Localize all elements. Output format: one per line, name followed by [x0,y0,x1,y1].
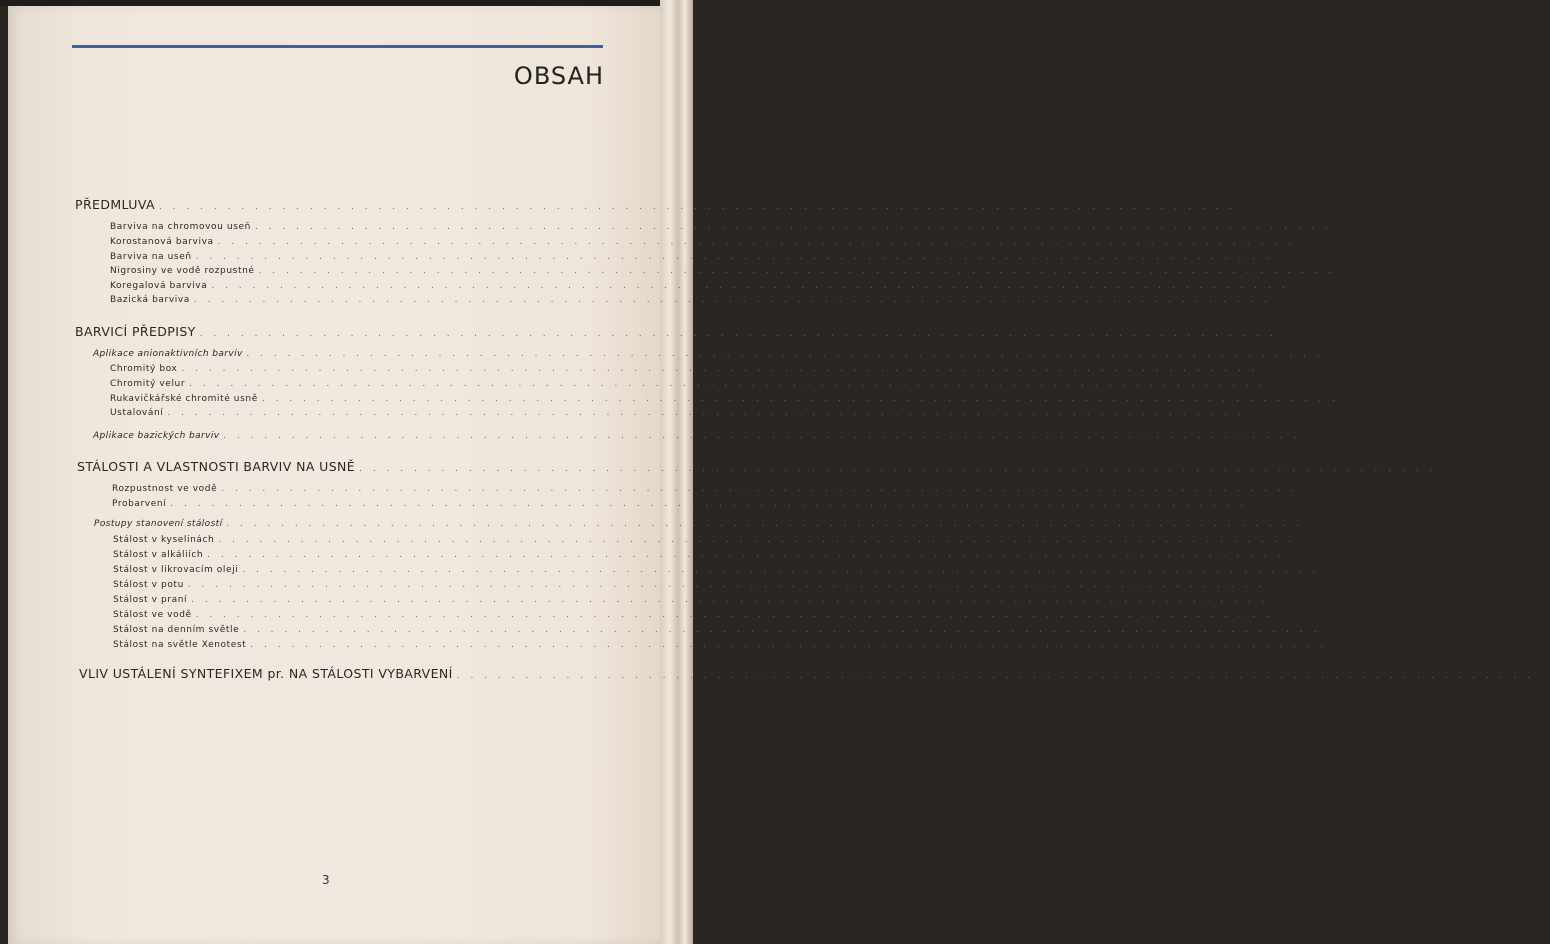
toc-section [75,197,1253,212]
toc-item [113,595,1285,605]
toc-page-number: 13 [1276,610,1290,620]
leader-dots: . . . . . . . . . . . . . . . . . . . . . . . . . . . . . . . . . . . . . . . . . . . . . . . . . . . . . . . . . . . . . . . . . . . . . . . . . . . . . . . [211,281,1289,291]
toc-page-number: 8 [1348,394,1355,404]
leader-dots: . . . . . . . . . . . . . . . . . . . . . . . . . . . . . . . . . . . . . . . . . . . . . . . . . . . . . . . . . . . . . . . . . . . . . . . . . . . . . . . [250,640,1328,650]
toc-item [110,252,1289,262]
toc-item-label: Barviva na chromovou useň [110,222,251,232]
leader-dots: . . . . . . . . . . . . . . . . . . . . . . . . . . . . . . . . . . . . . . . . . . . . . . . . . . . . . . . . . . . . . . . . . . . . . . . . . . . . . . . [207,550,1285,560]
toc-item-label: Chromitý velur [110,379,186,389]
toc-item [110,394,1355,404]
toc-page-number: 11 [1307,519,1320,529]
toc-item-label: Nigrosiny ve vodě rozpustné [110,266,255,276]
page-title: OBSAH [513,62,604,90]
toc-subgroup [94,519,1320,529]
leader-dots: . . . . . . . . . . . . . . . . . . . . . . . . . . . . . . . . . . . . . . . . . . . . . . . . . . . . . . . . . . . . . . . . . . . . . . . . . . . . . . . [359,464,1437,474]
toc-section-title: PŘEDMLUVA [75,197,155,212]
book-page [8,6,660,944]
toc-section [77,459,1453,474]
toc-item [113,610,1290,620]
toc-item [110,364,1275,374]
toc-item [113,550,1301,560]
toc-item-label: Stálost na denním světle [113,625,240,635]
toc-item [113,565,1337,575]
toc-page-number: 4 [1245,202,1253,212]
toc-item [112,499,1265,509]
toc-section [79,666,1550,681]
leader-dots: . . . . . . . . . . . . . . . . . . . . . . . . . . . . . . . . . . . . . . . . . . . . . . . . . . . . . . . . . . . . . . . . . . . . . . . . . . . . . . . [193,295,1272,305]
toc-item-label: Barviva na useň [110,252,192,262]
leader-dots: . . . . . . . . . . . . . . . . . . . . . . . . . . . . . . . . . . . . . . . . . . . . . . . . . . . . . . . . . . . . . . . . . . . . . . . . . . . . . . . [199,329,1277,339]
toc-page-number: 12 [1323,565,1337,575]
toc-item-label: Stálost v kyselinách [113,535,215,545]
toc-page-number: 13 [1331,640,1345,650]
toc-page-number: 12 [1269,580,1282,590]
toc-item-label: Rozpustnost ve vodě [112,484,218,494]
toc-item [113,535,1313,545]
toc-item [110,237,1311,247]
page-number: 3 [322,873,330,887]
toc-page-number: 10 [1440,464,1453,474]
leader-dots: . . . . . . . . . . . . . . . . . . . . . . . . . . . . . . . . . . . . . . . . . . . . . . . . . . . . . . . . . . . . . . . . . . . . . . . . . . . . . . . [226,519,1304,529]
toc-page-number: 5 [1298,281,1305,291]
toc-page-number: 5 [1282,252,1289,262]
toc-item-label: Stálost v praní [113,595,188,605]
leader-dots: . . . . . . . . . . . . . . . . . . . . . . . . . . . . . . . . . . . . . . . . . . . . . . . . . . . . . . . . . . . . . . . . . . . . . . . . . . . . . . . [167,408,1245,418]
toc-item-label: Rukavičkářské chromité usně [110,394,258,404]
toc-page-number: 6 [1280,295,1288,305]
toc-page-number: 7 [1268,364,1275,374]
leader-dots: . . . . . . . . . . . . . . . . . . . . . . . . . . . . . . . . . . . . . . . . . . . . . . . . . . . . . . . . . . . . . . . . . . . . . . . . . . . . . . . [191,595,1269,605]
toc-subgroup [93,431,1317,441]
toc-page-number: 7 [1286,329,1293,339]
leader-dots: . . . . . . . . . . . . . . . . . . . . . . . . . . . . . . . . . . . . . . . . . . . . . . . . . . . . . . . . . . . . . . . . . . . . . . . . . . . . . . . [187,580,1266,590]
toc-item [110,379,1283,389]
toc-page-number: 14 [1537,671,1550,681]
toc-item-label: Stálost v alkáliích [113,550,204,560]
toc-page-number: 7 [1333,349,1340,359]
toc-item [110,222,1349,232]
toc-subgroup [93,349,1340,359]
leader-dots: . . . . . . . . . . . . . . . . . . . . . . . . . . . . . . . . . . . . . . . . . . . . . . . . . . . . . . . . . . . . . . . . . . . . . . . . . . . . . . . [218,535,1296,545]
leader-dots: . . . . . . . . . . . . . . . . . . . . . . . . . . . . . . . . . . . . . . . . . . . . . . . . . . . . . . . . . . . . . . . . . . . . . . . . . . . . . . . [170,499,1248,509]
toc-subgroup-title: Aplikace anionaktivních barviv [93,349,243,359]
toc-item [110,281,1305,291]
toc-page-number: 10 [1302,484,1316,494]
toc-page-number: 11 [1299,535,1313,545]
toc-item-label: Stálost na světle Xenotest [113,640,247,650]
toc-page-number: 5 [1304,237,1311,247]
leader-dots: . . . . . . . . . . . . . . . . . . . . . . . . . . . . . . . . . . . . . . . . . . . . . . . . . . . . . . . . . . . . . . . . . . . . . . . . . . . . . . . [217,237,1295,247]
toc-section-title: BARVICÍ PŘEDPISY [75,324,196,339]
toc-page-number: 13 [1324,625,1338,635]
toc-page-number: 8 [1310,431,1317,441]
toc-item-label: Ustalování [110,408,164,418]
leader-dots: . . . . . . . . . . . . . . . . . . . . . . . . . . . . . . . . . . . . . . . . . . . . . . . . . . . . . . . . . . . . . . . . . . . . . . . . . . . . . . . [261,394,1339,404]
leader-dots: . . . . . . . . . . . . . . . . . . . . . . . . . . . . . . . . . . . . . . . . . . . . . . . . . . . . . . . . . . . . . . . . . . . . . . . . . . . . . . . [258,266,1336,276]
leader-dots: . . . . . . . . . . . . . . . . . . . . . . . . . . . . . . . . . . . . . . . . . . . . . . . . . . . . . . . . . . . . . . . . . . . . . . . . . . . . . . . [189,379,1267,389]
leader-dots: . . . . . . . . . . . . . . . . . . . . . . . . . . . . . . . . . . . . . . . . . . . . . . . . . . . . . . . . . . . . . . . . . . . . . . . . . . . . . . . [181,364,1259,374]
leader-dots: . . . . . . . . . . . . . . . . . . . . . . . . . . . . . . . . . . . . . . . . . . . . . . . . . . . . . . . . . . . . . . . . . . . . . . . . . . . . . . . [242,565,1320,575]
toc-section-title: VLIV USTÁLENÍ SYNTEFIXEM pr. NA STÁLOSTI VYBARVENÍ [79,666,453,681]
toc-page-number: 8 [1254,408,1261,418]
toc-item-label: Bazická barviva [110,295,190,305]
toc-item [113,640,1345,650]
leader-dots: . . . . . . . . . . . . . . . . . . . . . . . . . . . . . . . . . . . . . . . . . . . . . . . . . . . . . . . . . . . . . . . . . . . . . . . . . . . . . . . [223,431,1301,441]
toc-page-number: 11 [1288,550,1301,560]
leader-dots: . . . . . . . . . . . . . . . . . . . . . . . . . . . . . . . . . . . . . . . . . . . . . . . . . . . . . . . . . . . . . . . . . . . . . . . . . . . . . . . [195,610,1273,620]
toc-item [110,266,1352,276]
toc-item-label: Stálost v likrovacím oleji [113,565,239,575]
toc-item-label: Chromitý box [110,364,178,374]
leader-dots: . . . . . . . . . . . . . . . . . . . . . . . . . . . . . . . . . . . . . . . . . . . . . . . . . . . . . . . . . . . . . . . . . . . . . . . . . . . . . . . [254,222,1333,232]
toc-subgroup-title: Aplikace bazických barviv [93,431,220,441]
toc-page-number: 5 [1341,222,1349,232]
toc-item [110,295,1288,305]
toc-item-label: Korostanová barviva [110,237,214,247]
toc-item-label: Koregalová barviva [110,281,208,291]
toc-subgroup-title: Postupy stanovení stálostí [94,519,223,529]
header-rule [72,45,603,48]
toc-page-number: 10 [1251,499,1265,509]
toc-item [113,625,1338,635]
toc-section [75,324,1293,339]
toc-page-number: 5 [1345,266,1352,276]
leader-dots: . . . . . . . . . . . . . . . . . . . . . . . . . . . . . . . . . . . . . . . . . . . . . . . . . . . . . . . . . . . . . . . . . . . . . . . . . . . . . . . [158,202,1237,212]
toc-section-title: STÁLOSTI A VLASTNOSTI BARVIV NA USNĚ [77,459,356,474]
toc-item-label: Probarvení [112,499,167,509]
toc-page-number: 12 [1272,595,1285,605]
toc-item [112,484,1316,494]
toc-item [110,408,1261,418]
toc-item [113,580,1282,590]
leader-dots: . . . . . . . . . . . . . . . . . . . . . . . . . . . . . . . . . . . . . . . . . . . . . . . . . . . . . . . . . . . . . . . . . . . . . . . . . . . . . . . [195,252,1273,262]
leader-dots: . . . . . . . . . . . . . . . . . . . . . . . . . . . . . . . . . . . . . . . . . . . . . . . . . . . . . . . . . . . . . . . . . . . . . . . . . . . . . . . [221,484,1299,494]
leader-dots: . . . . . . . . . . . . . . . . . . . . . . . . . . . . . . . . . . . . . . . . . . . . . . . . . . . . . . . . . . . . . . . . . . . . . . . . . . . . . . . [243,625,1321,635]
leader-dots: . . . . . . . . . . . . . . . . . . . . . . . . . . . . . . . . . . . . . . . . . . . . . . . . . . . . . . . . . . . . . . . . . . . . . . . . . . . . . . . [246,349,1324,359]
toc-item-label: Stálost ve vodě [113,610,192,620]
toc-item-label: Stálost v potu [113,580,184,590]
toc-page-number: 7 [1275,379,1283,389]
leader-dots: . . . . . . . . . . . . . . . . . . . . . . . . . . . . . . . . . . . . . . . . . . . . . . . . . . . . . . . . . . . . . . . . . . . . . . . . . . . . . . . [456,671,1534,681]
